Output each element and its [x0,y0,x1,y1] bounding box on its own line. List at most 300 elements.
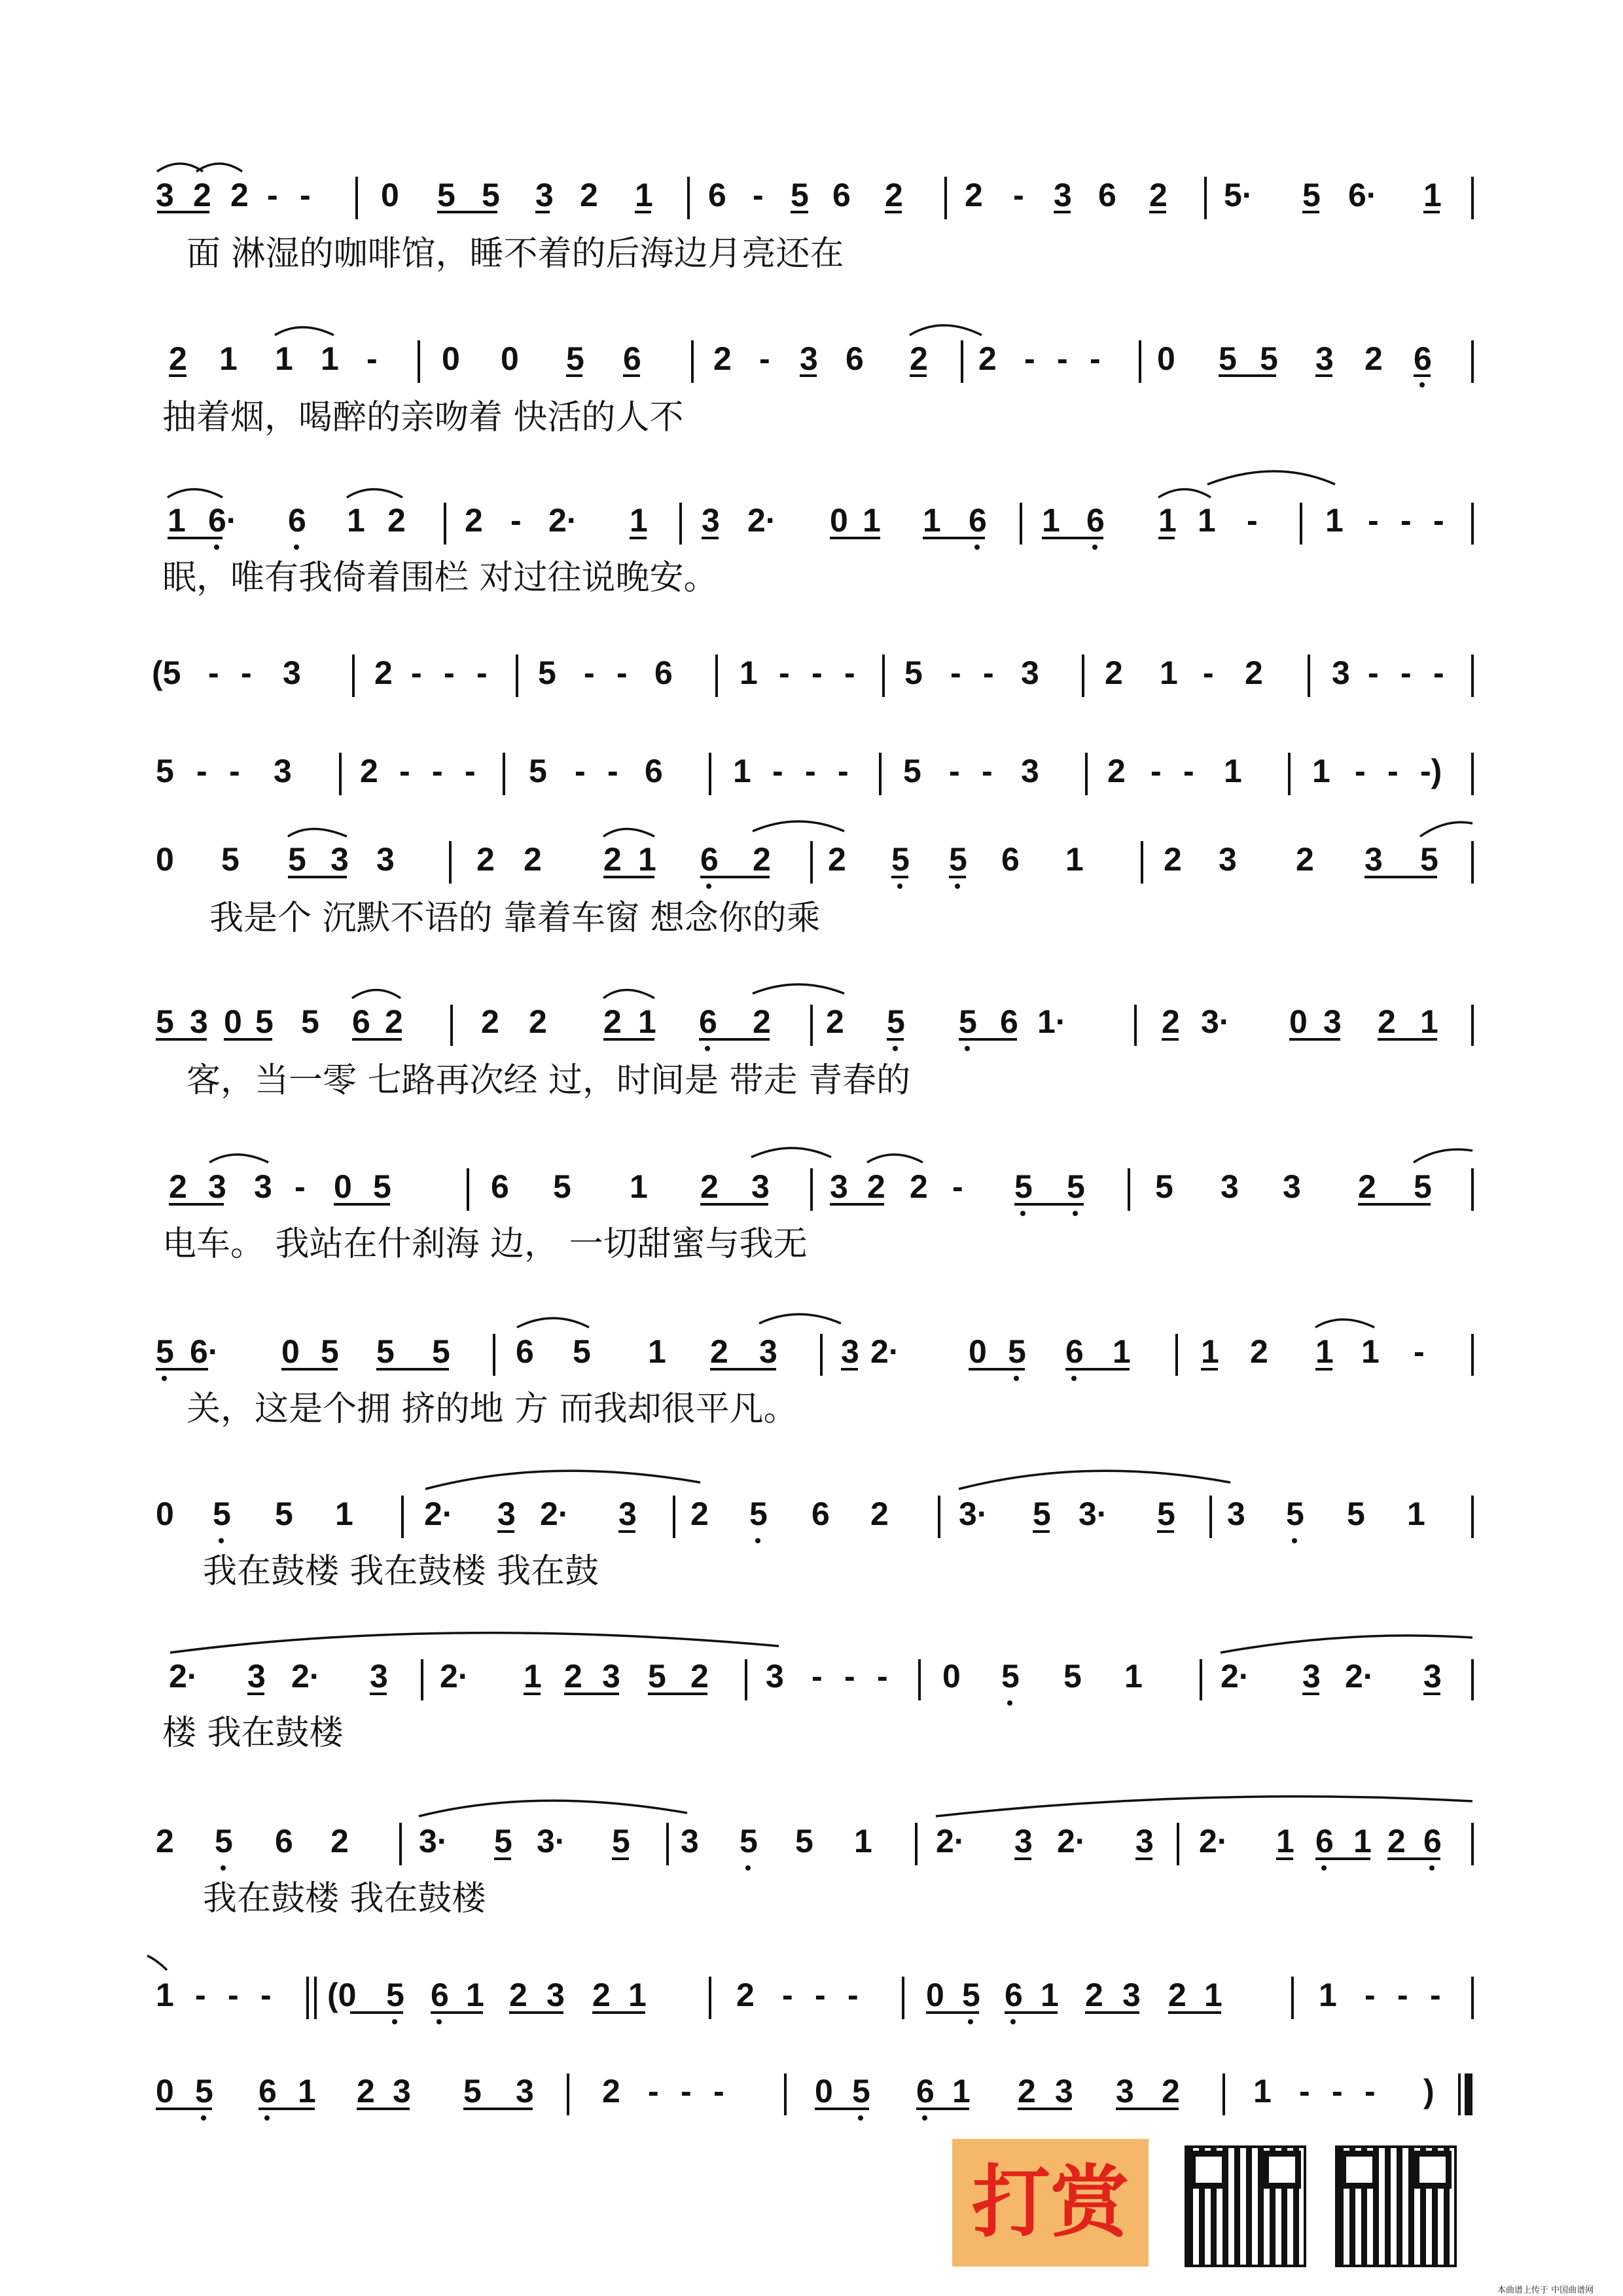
svg-text:5: 5 [1155,1168,1173,1205]
svg-text:6: 6 [832,177,851,213]
svg-text:2: 2 [736,1977,755,2013]
svg-text:-: - [228,1977,239,2013]
svg-text:1: 1 [952,2073,971,2109]
svg-text:-: - [713,2073,724,2109]
svg-text:-: - [1433,655,1444,691]
svg-text:1: 1 [740,655,758,691]
svg-text:2: 2 [1164,841,1182,878]
svg-text:3: 3 [1364,841,1383,878]
svg-text:2: 2 [387,502,406,539]
svg-text:1: 1 [156,1977,174,2013]
svg-text:1: 1 [335,1496,353,1532]
svg-text:2·: 2· [747,502,777,539]
svg-text:5: 5 [215,1823,233,1859]
svg-text:2: 2 [476,841,495,878]
svg-text:2: 2 [602,2073,620,2109]
svg-text:3·: 3· [537,1823,566,1859]
svg-text:-: - [195,1977,206,2013]
svg-text:-: - [294,1168,306,1205]
svg-text:-: - [1433,502,1444,539]
svg-text:0: 0 [830,502,848,539]
lyrics-line: 我是个 沉默不语的 靠着车窗 想念你的乘 [209,899,821,938]
svg-text:5: 5 [437,177,455,213]
score-row [156,1797,1472,1871]
svg-text:-: - [444,655,455,691]
svg-text:5: 5 [463,2073,482,2109]
lyrics-line: 抽着烟，喝醉的亲吻着 快活的人不 [162,398,684,437]
svg-text:3: 3 [247,1658,266,1695]
svg-text:2: 2 [481,1003,499,1040]
svg-text:-: - [241,655,252,691]
score-row [147,1956,1472,2024]
svg-text:-: - [1414,1333,1425,1370]
svg-text:5: 5 [494,1823,512,1859]
svg-text:1: 1 [1113,1333,1131,1370]
svg-text:-: - [1364,1977,1376,2013]
svg-text:2·: 2· [424,1496,454,1532]
svg-text:2: 2 [826,1003,844,1040]
svg-text:6: 6 [812,1496,830,1532]
svg-text:3: 3 [190,1003,208,1040]
svg-text:2: 2 [978,340,997,377]
svg-text:-: - [812,1658,823,1695]
svg-text:5: 5 [852,2073,870,2109]
lyrics-line: 面 淋湿的咖啡馆，睡不着的后海边月亮还在 [187,234,844,274]
svg-text:-: - [1400,655,1412,691]
svg-text:1: 1 [638,1003,656,1040]
svg-text:1: 1 [168,502,186,539]
svg-text:1: 1 [630,502,648,539]
lyrics-line: 楼 我在鼓楼 [162,1713,344,1753]
svg-text:3: 3 [376,841,395,878]
segment-text [0,0,45,3]
svg-text:6: 6 [1000,1003,1018,1040]
svg-text:-: - [584,655,595,691]
svg-text:6: 6 [1423,1823,1442,1859]
svg-text:6: 6 [623,340,641,377]
svg-text:1: 1 [648,1333,666,1370]
svg-text:6: 6 [1315,1823,1334,1859]
svg-text:2: 2 [580,177,598,213]
svg-text:1: 1 [275,340,293,377]
svg-text:5: 5 [904,655,923,691]
svg-text:5: 5 [648,1658,666,1695]
score-row [156,2073,1472,2121]
svg-text:5: 5 [791,177,809,213]
svg-text:-: - [607,753,618,789]
svg-text:1: 1 [733,753,751,789]
svg-text:0: 0 [815,2073,833,2109]
svg-text:-: - [411,655,422,691]
svg-text:-: - [196,753,207,789]
svg-text:2: 2 [690,1658,709,1695]
svg-text:2·: 2· [169,1658,198,1695]
svg-text:-): -) [1420,753,1442,789]
svg-text:5: 5 [959,1003,977,1040]
svg-text:-: - [952,1168,963,1205]
svg-text:5: 5 [288,841,306,878]
svg-text:3: 3 [1332,655,1350,691]
svg-text:2: 2 [690,1496,709,1532]
score-row [168,471,1472,550]
svg-text:-: - [759,340,770,377]
svg-text:3: 3 [602,1658,620,1695]
svg-text:2: 2 [753,1003,771,1040]
svg-text:3: 3 [841,1333,859,1370]
svg-text:2·: 2· [1221,1658,1250,1695]
svg-text:6: 6 [491,1168,509,1205]
svg-text:5: 5 [213,1496,231,1532]
svg-text:-: - [300,177,311,213]
svg-text:5: 5 [749,1496,768,1532]
svg-text:-: - [949,753,960,789]
svg-text:5: 5 [301,1003,319,1040]
svg-text:3: 3 [1054,177,1072,213]
svg-text:0: 0 [1157,340,1175,377]
svg-text:5: 5 [566,340,584,377]
svg-text:-: - [812,655,823,691]
score-row [156,821,1472,889]
svg-text:-: - [1247,502,1258,539]
svg-text:2: 2 [1149,177,1168,213]
score-row [169,1633,1472,1706]
svg-text:5: 5 [538,655,556,691]
svg-text:5: 5 [1347,1496,1365,1532]
svg-text:5: 5 [1033,1496,1051,1532]
svg-text:6: 6 [1086,502,1105,539]
svg-text:-: - [982,753,993,789]
svg-text:1: 1 [1353,1823,1372,1859]
score-row [156,984,1472,1051]
svg-text:-: - [399,753,410,789]
svg-text:3: 3 [1323,1003,1342,1040]
svg-text:6: 6 [654,655,673,691]
svg-text:5: 5 [612,1823,630,1859]
svg-text:1: 1 [1224,753,1242,789]
svg-text:2: 2 [169,1168,187,1205]
svg-text:6·: 6· [1348,177,1378,213]
svg-text:2: 2 [1105,655,1123,691]
svg-text:0: 0 [1289,1003,1308,1040]
svg-text:3: 3 [751,1168,770,1205]
svg-text:-: - [575,753,586,789]
svg-text:3: 3 [1283,1168,1301,1205]
svg-text:5: 5 [321,1333,339,1370]
svg-text:1: 1 [628,1977,647,2013]
svg-text:2: 2 [867,1168,885,1205]
score-row [169,325,1472,387]
svg-text:5: 5 [1063,1658,1082,1695]
svg-text:1: 1 [1423,177,1442,213]
svg-text:-: - [432,753,443,789]
svg-text:5: 5 [275,1496,293,1532]
svg-text:6: 6 [1001,841,1020,878]
svg-text:1: 1 [1065,841,1084,878]
svg-text:2: 2 [374,655,393,691]
svg-text:1: 1 [321,340,339,377]
svg-text:-: - [1368,502,1379,539]
svg-text:6: 6 [916,2073,935,2109]
svg-text:5: 5 [1219,340,1237,377]
svg-text:3: 3 [393,2073,411,2109]
svg-text:5: 5 [386,1977,404,2013]
svg-text:1: 1 [1276,1823,1294,1859]
svg-text:1: 1 [863,502,881,539]
svg-text:-: - [847,1977,859,2013]
svg-text:-: - [1368,655,1379,691]
svg-text:2: 2 [603,1003,622,1040]
svg-text:3: 3 [1302,1658,1321,1695]
reward-button[interactable]: 打赏 [952,2139,1149,2267]
svg-text:-: - [1332,2073,1343,2109]
svg-text:1: 1 [524,1658,542,1695]
svg-text:2·: 2· [870,1333,900,1370]
svg-text:-: - [805,753,816,789]
svg-text:1: 1 [1201,1333,1219,1370]
svg-text:2: 2 [1358,1168,1376,1205]
score-row [169,1148,1472,1216]
svg-text:-: - [772,753,783,789]
svg-text:2: 2 [910,340,928,377]
svg-text:5: 5 [1414,1168,1432,1205]
wechat-qr-code-icon [1185,2145,1306,2267]
svg-text:1: 1 [466,1977,484,2013]
svg-text:-: - [838,753,849,789]
svg-text:1: 1 [1312,753,1330,789]
svg-text:3: 3 [1014,1823,1033,1859]
svg-text:0: 0 [334,1168,352,1205]
svg-text:2: 2 [1250,1333,1268,1370]
svg-text:3: 3 [1055,2073,1073,2109]
svg-text:1: 1 [1315,1333,1334,1370]
svg-text:5: 5 [529,753,547,789]
svg-text:3: 3 [254,1168,272,1205]
svg-text:-: - [1057,340,1068,377]
svg-text:1: 1 [1407,1496,1425,1532]
svg-text:5: 5 [949,841,967,878]
svg-text:3: 3 [1219,841,1237,878]
svg-text:6: 6 [516,1333,534,1370]
svg-text:5: 5 [1420,841,1438,878]
svg-text:-: - [476,655,488,691]
svg-text:1: 1 [1204,1977,1222,2013]
svg-text:6: 6 [1005,1977,1023,2013]
svg-text:5: 5 [573,1333,591,1370]
svg-text:2: 2 [1018,2073,1036,2109]
svg-text:3: 3 [1315,340,1334,377]
svg-text:2: 2 [1378,1003,1396,1040]
svg-text:2: 2 [524,841,542,878]
svg-text:5: 5 [1260,340,1278,377]
svg-text:2: 2 [965,177,983,213]
svg-text:-: - [260,1977,272,2013]
svg-text:3: 3 [759,1333,777,1370]
svg-text:2: 2 [1296,841,1314,878]
staff-system [147,164,1472,2121]
svg-text:3: 3 [702,502,720,539]
svg-text:2: 2 [885,177,903,213]
svg-text:2: 2 [592,1977,611,2013]
svg-text:5: 5 [903,753,921,789]
svg-text:5: 5 [1067,1168,1085,1205]
svg-text:2: 2 [828,841,846,878]
svg-text:1: 1 [638,841,656,878]
svg-text:2: 2 [700,1168,719,1205]
svg-text:6: 6 [846,340,864,377]
svg-text:1: 1 [1158,502,1177,539]
svg-text:0: 0 [501,340,519,377]
svg-text:-: - [753,177,764,213]
svg-text:2: 2 [564,1658,582,1695]
svg-text:0: 0 [156,841,174,878]
svg-text:6: 6 [969,502,987,539]
svg-text:2: 2 [529,1003,547,1040]
svg-text:2·: 2· [440,1658,469,1695]
svg-text:-: - [1387,753,1399,789]
svg-text:6·: 6· [208,502,238,539]
alipay-qr-code-icon [1335,2145,1457,2267]
svg-text:5: 5 [891,841,910,878]
svg-text:6: 6 [275,1823,293,1859]
svg-text:-: - [844,655,855,691]
svg-text:2: 2 [910,1168,928,1205]
svg-text:3: 3 [1135,1823,1154,1859]
svg-text:2·: 2· [1345,1658,1374,1695]
svg-text:1: 1 [1420,1003,1438,1040]
svg-text:2·: 2· [548,502,578,539]
svg-text:-: - [815,1977,826,2013]
svg-text:-: - [510,502,522,539]
svg-text:5: 5 [1286,1496,1304,1532]
svg-text:0: 0 [942,1658,961,1695]
svg-text:0: 0 [381,177,399,213]
svg-text:1: 1 [1253,2073,1272,2109]
svg-text:5: 5 [1157,1496,1175,1532]
svg-text:5: 5 [156,753,174,789]
svg-text:5: 5 [740,1823,758,1859]
svg-text:6·: 6· [190,1333,219,1370]
svg-text:3: 3 [766,1658,784,1695]
svg-text:1: 1 [635,177,653,213]
svg-text:5: 5 [553,1168,571,1205]
svg-text:(5: (5 [152,655,181,691]
svg-text:2: 2 [193,177,211,213]
lyrics-line: 我在鼓楼 我在鼓楼 我在鼓 [203,1552,599,1591]
svg-text:2: 2 [385,1003,403,1040]
svg-text:2: 2 [156,1823,174,1859]
svg-text:2: 2 [603,841,622,878]
svg-text:2: 2 [1387,1823,1406,1859]
svg-text:6: 6 [700,841,719,878]
svg-text:1: 1 [923,502,941,539]
svg-text:6: 6 [1414,340,1432,377]
svg-text:2: 2 [357,2073,375,2109]
svg-text:-: - [1364,2073,1376,2109]
score-row [156,1471,1472,1543]
svg-text:2: 2 [1364,340,1383,377]
svg-text:5: 5 [432,1333,450,1370]
svg-text:-: - [267,177,278,213]
svg-text:5: 5 [1014,1168,1033,1205]
svg-text:2: 2 [710,1333,728,1370]
svg-text:3: 3 [1221,1168,1239,1205]
svg-text:3: 3 [830,1168,848,1205]
svg-text:3: 3 [681,1823,699,1859]
svg-text:2: 2 [169,340,187,377]
svg-text:5: 5 [221,841,240,878]
svg-text:3: 3 [516,2073,534,2109]
svg-text:1: 1 [1198,502,1216,539]
svg-text:1: 1 [630,1168,648,1205]
svg-text:2·: 2· [936,1823,965,1859]
svg-text:5: 5 [156,1333,174,1370]
svg-text:3·: 3· [1079,1496,1108,1532]
svg-text:-: - [1090,340,1101,377]
svg-text:2: 2 [1107,753,1126,789]
svg-text:1: 1 [347,502,365,539]
svg-text:-: - [1183,753,1194,789]
svg-text:3: 3 [1116,2073,1134,2109]
svg-text:5: 5 [962,1977,980,2013]
svg-text:-: - [1013,177,1024,213]
svg-text:2·: 2· [1199,1823,1228,1859]
svg-text:1·: 1· [1037,1003,1067,1040]
svg-text:-: - [1024,340,1035,377]
svg-text:2: 2 [1245,655,1263,691]
svg-text:5: 5 [887,1003,905,1040]
svg-text:3: 3 [800,340,818,377]
svg-text:2: 2 [509,1977,527,2013]
svg-text:2: 2 [1162,2073,1180,2109]
svg-text:1: 1 [854,1823,872,1859]
svg-text:3: 3 [283,655,301,691]
lyrics-line: 眠，唯有我倚着围栏 对过往说晚安。 [162,558,718,598]
lyrics-line: 客，当一零 七路再次经 过，时间是 带走 青春的 [187,1061,911,1100]
svg-text:-: - [950,655,961,691]
svg-text:2: 2 [465,502,483,539]
svg-text:2: 2 [230,177,249,213]
lyrics-line: 关，这是个拥 挤的地 方 而我却很平凡。 [187,1390,798,1429]
score-row [156,753,1472,795]
svg-text:-: - [1355,753,1366,789]
svg-text:1: 1 [1041,1977,1059,2013]
svg-text:6: 6 [1065,1333,1084,1370]
svg-text:3: 3 [274,753,292,789]
svg-text:3: 3 [535,177,554,213]
svg-text:-: - [1150,753,1162,789]
svg-text:3: 3 [1021,753,1039,789]
svg-text:3: 3 [1122,1977,1141,2013]
upload-note: 本曲谱上传于 中国曲谱网 [1497,2286,1594,2295]
svg-text:0: 0 [156,2073,174,2109]
svg-text:2·: 2· [1057,1823,1086,1859]
svg-text:2: 2 [360,753,378,789]
svg-text:3: 3 [618,1496,637,1532]
svg-text:-: - [1203,655,1214,691]
svg-text:5: 5 [482,177,500,213]
svg-text:5·: 5· [1224,177,1253,213]
svg-text:0: 0 [224,1003,242,1040]
svg-text:-: - [681,2073,692,2109]
svg-text:-: - [983,655,994,691]
svg-text:2: 2 [753,841,771,878]
svg-text:5: 5 [156,1003,174,1040]
svg-text:6: 6 [699,1003,717,1040]
svg-text:2: 2 [1162,1003,1180,1040]
svg-text:3: 3 [546,1977,565,2013]
svg-text:6: 6 [352,1003,370,1040]
svg-text:0: 0 [969,1333,987,1370]
